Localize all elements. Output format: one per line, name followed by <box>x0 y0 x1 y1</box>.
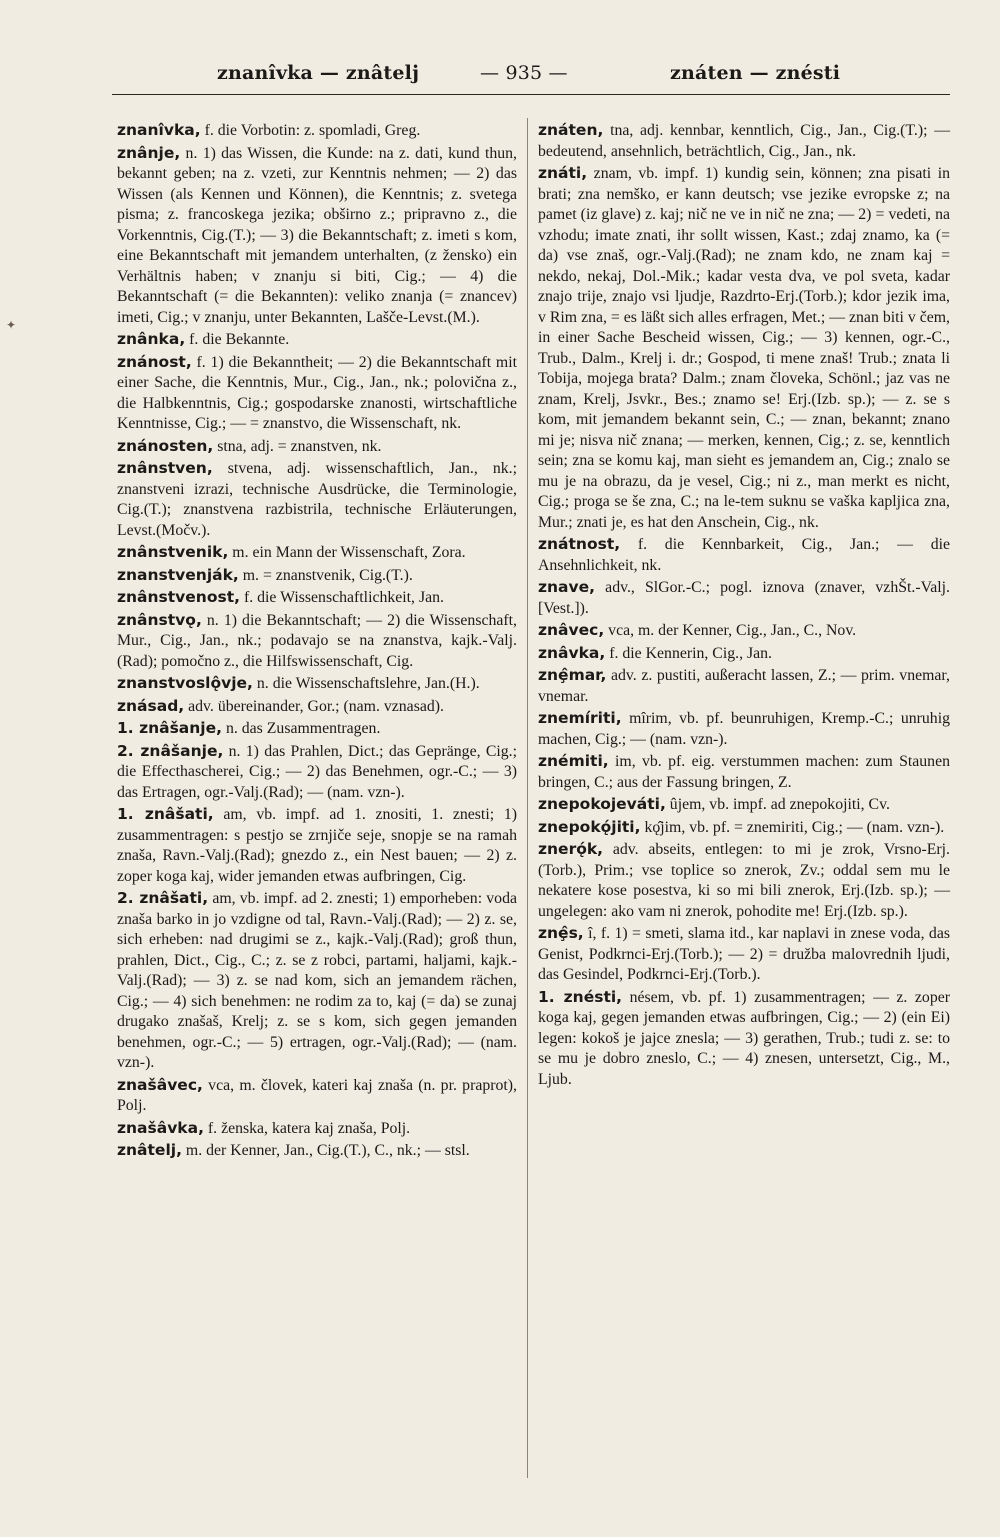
dictionary-entry <box>117 804 517 887</box>
entry-definition: adv. z. pustiti, außeracht lassen, Z.; — prim. vnemar, vnemar. <box>538 667 950 705</box>
entry-headword: 2. znâšanje, <box>117 741 224 760</box>
entry-headword: znašâvka, <box>117 1118 204 1137</box>
dictionary-entry <box>117 741 517 804</box>
entry-headword: znátnost, <box>538 535 621 553</box>
entry-definition: n. die Wissenschaftslehre, Jan.(H.). <box>252 675 480 692</box>
entry-definition: tna, adj. kennbar, kenntlich, Cig., Jan., Cig.(T.); — bedeutend, ansehnlich, beträchtlich, Cig., Jan., nk. <box>538 122 950 160</box>
dictionary-entry <box>538 534 950 576</box>
entry-headword: znerǫ́k, <box>538 840 604 858</box>
entry-headword: 1. znésti, <box>538 987 623 1006</box>
entry-definition: f. die Wissenschaftlichkeit, Jan. <box>240 589 444 606</box>
entry-headword: znȩ̂mar, <box>538 666 607 684</box>
entry-definition: î, f. 1) = smeti, slama itd., kar naplavi in znese voda, das Genist, Podkrnci-Erj.(Torb.); — 2) = družba malovrednih ljudi, das Gesindel, Podkrnci-Erj.(Torb.). <box>538 925 950 983</box>
dictionary-entry <box>117 696 517 718</box>
dictionary-entry <box>117 673 517 695</box>
dictionary-entry <box>117 610 517 673</box>
entry-headword: znánosten, <box>117 436 214 455</box>
margin-mark: ✦ <box>6 318 17 332</box>
entry-definition: adv. übereinander, Gor.; (nam. vznasad). <box>184 697 444 715</box>
entry-headword: znanstvoslǫ̂vje, <box>117 674 253 692</box>
dictionary-entry <box>538 751 950 793</box>
right-column <box>538 120 950 1091</box>
entry-definition: vca, m. der Kenner, Cig., Jan., C., Nov. <box>604 622 857 639</box>
dictionary-entry <box>117 120 517 142</box>
left-column <box>117 120 517 1163</box>
dictionary-entry <box>538 817 950 839</box>
dictionary-entry <box>538 923 950 986</box>
dictionary-entry <box>117 1140 517 1162</box>
column-divider <box>527 118 528 1478</box>
dictionary-entry <box>538 839 950 922</box>
page-number: — 935 — <box>480 62 568 84</box>
entry-definition: vca, m. človek, kateri kaj znaša (n. pr. praprot), Polj. <box>117 1076 517 1114</box>
entry-definition: im, vb. pf. eig. verstummen machen: zum Staunen bringen, C.; aus der Fassung bringen, Z. <box>538 753 950 791</box>
dictionary-entry <box>117 352 517 435</box>
dictionary-entry <box>117 436 517 458</box>
dictionary-entry <box>538 794 950 816</box>
entry-definition: f. ženska, katera kaj znaša, Polj. <box>203 1119 411 1137</box>
entry-definition: m. = znanstvenik, Cig.(T.). <box>238 566 413 584</box>
entry-definition: m. der Kenner, Jan., Cig.(T.), C., nk.; — stsl. <box>181 1142 470 1159</box>
entry-definition: stvena, adj. wissenschaftlich, Jan., nk.; znanstveni izrazi, technische Ausdrücke, die Terminologie, Cig.(T.); znanstvena razbistrila, technische Erläuterungen, Levst.(Močv.). <box>117 460 517 539</box>
entry-headword: znemíriti, <box>538 709 622 727</box>
dictionary-entry <box>538 708 950 750</box>
entry-definition: f. die Kennbarkeit, Cig., Jan.; — die Ansehnlichkeit, nk. <box>538 536 950 574</box>
entry-headword: znáten, <box>538 121 604 139</box>
entry-headword: znȩ̂s, <box>538 924 584 942</box>
dictionary-entry <box>117 329 517 351</box>
dictionary-entry <box>117 888 517 1074</box>
entry-headword: znânka, <box>117 330 186 348</box>
entry-headword: znašâvec, <box>117 1075 203 1094</box>
entry-headword: znânstvǫ, <box>117 610 202 629</box>
entry-headword: znâtelj, <box>117 1141 182 1159</box>
entry-definition: n. das Zusammentragen. <box>222 720 381 737</box>
entry-definition: n. 1) das Prahlen, Dict.; das Gepränge, Cig.; die Effecthascherei, Cig.; — 2) das Benehmen, ogr.-C.; — 3) das Ertragen, ogr.-Valj.(Rad); — (nam. vzn-). <box>117 742 517 801</box>
dictionary-entry <box>117 542 517 564</box>
entry-definition: am, vb. impf. ad 2. znesti; 1) emporheben: voda znaša barko in jo vzdigne od tal, Ravn.-Valj.(Rad); — 2) z. se, sich erheben: nad drugimi se z., kajk.-Valj.(Rad); groß thun, prahlen, Dict., Cig., C.; z. se z robci, partami, haljami, kajk.-Valj.(Rad); — 3) z. se nad kom, sich an jemandem rächen, Cig.; — 4) sich benehmen: ne rodim za to, kaj (= da) se zunaj drugako znašaš, Krelj; z. se s kom, sich gegen jemanden benehmen, ogr.-C.; — 5) ertragen, ogr.-Valj.(Rad); — (nam. vzn-). <box>117 890 517 1071</box>
entry-definition: adv., SlGor.-C.; pogl. iznova (znaver, vzhŠt.-Valj.[Vest.]). <box>538 579 950 617</box>
entry-headword: znémiti, <box>538 752 609 770</box>
page-header <box>112 60 950 95</box>
entry-definition: n. 1) das Wissen, die Kunde: na z. dati, kund thun, bekannt geben; na z. vzeti, zur Kenntnis nehmen; — 2) das Wissen (als Kennen und Können), die Kenntnis; z. svetega pisma; z. francoskega jezika; obširno z.; pripravno z., die Vorkenntnis, Cig.(T.); — 3) die Bekanntschaft; z. imeti s kom, eine Bekanntschaft mit jemandem unterhalten, (z žensko) ein Verhältnis haben; v znanju si biti, Cig.; — 4) die Bekanntschaft (= die Bekannten): veliko znanja (= znancev) imeti, Cig.; v znanju, unter Bekannten, Lašče-Levst.(M.). <box>117 144 517 326</box>
entry-definition: f. die Bekannte. <box>185 331 290 348</box>
entry-definition: f. 1) die Bekanntheit; — 2) die Bekanntschaft mit einer Sache, die Kenntnis, Mur., Cig., Jan., nk.; polovična z., die Halbkenntnis, Cig.; gospodarske znanosti, wirtschaftliche Kenntnisse, Cig.; — = znanstvo, die Wissenschaft, nk. <box>117 353 517 432</box>
header-right-guideword: znáten — znésti <box>670 62 841 84</box>
dictionary-entry <box>538 665 950 707</box>
dictionary-entry <box>117 565 517 587</box>
dictionary-entry <box>117 587 517 609</box>
dictionary-entry <box>117 1118 517 1140</box>
header-left-guideword: znanîvka — znâtelj <box>217 62 420 84</box>
dictionary-entry <box>538 163 950 533</box>
entry-headword: znânje, <box>117 143 181 162</box>
entry-headword: znepokǫ́jiti, <box>538 817 641 836</box>
entry-definition: n. 1) die Bekanntschaft; — 2) die Wissenschaft, Mur., Cig., Jan., nk.; podavajo se na znanstva, kajk.-Valj.(Rad); pomočno z., die Hilfswissenschaft, Cig. <box>117 611 517 670</box>
entry-headword: znánost, <box>117 352 192 371</box>
entry-headword: znanstvenják, <box>117 565 239 584</box>
dictionary-entry <box>117 1075 517 1117</box>
dictionary-entry <box>117 143 517 329</box>
entry-definition: znam, vb. impf. 1) kundig sein, können; zna pisati in brati; zna nemško, er kann deutsch; vse jezike evropske z; na pamet (iz glave) z. kaj; nič ne ve in nič ne zna; — 2) = vedeti, na vzhodu; imate znati, ihr sollt wissen, Kast.; zdaj znamo, ka (= da) vse znaš, ogr.-Valj.(Rad); ne znam kdo, ne znam kaj = nekdo, nekaj, Dol.-Mik.; kadar vesta dva, ve pol sveta, kadar znajo trije, znajo vsi ljudje, Razdrto-Erj.(Torb.); kdor jezik ima, v Rim zna, = es läßt sich alles erfragen, Met.; — znan biti v čem, in einer Sache Bescheid wissen, Cig.; — 3) kennen, ogr.-C., Trub., Dalm., Krelj i. dr.; Gospod, ti mene znaš! Trub.; znata li Tobija, mojega brata? Dalm.; znam človeka, Schönl.; jaz vas ne znam, Krelj, Jsvkr., Bes.; znamo se! Erj.(Izb. sp.); — z. se s kom, mit jemandem bekannt sein, C.; — znan, bekannt; znano mi je; nisva nič znana; — merken, kennen, Cig.; z. se, kenntlich sein; zna se komu kaj, man sieht es jemandem an, Cig.; znalo se mu je na obrazu, da je vesel, Cig.; ni z., man merkt es nicht, Cig.; proga se še zna, C.; na le-tem suknu se vaška kapljica zna, Mur.; znati je, es hat den Anschein, Cig., nk. <box>538 165 950 531</box>
entry-headword: znave, <box>538 578 596 596</box>
dictionary-entry <box>117 718 517 740</box>
entry-headword: znepokojeváti, <box>538 795 666 813</box>
entry-definition: am, vb. impf. ad 1. znositi, 1. znesti; 1) zusammentragen: s pestjo se zrnjiče seje, snopje se na ramah znaša, Ravn.-Valj.(Rad); gnezdo z., ein Nest bauen; — 2) z. zoper koga kaj, wider jemanden etwas aufbringen, Cig. <box>117 806 517 885</box>
dictionary-entry <box>538 577 950 619</box>
entry-headword: znânstvenost, <box>117 588 241 606</box>
entry-headword: znâvec, <box>538 621 605 639</box>
entry-headword: znânstven, <box>117 459 213 477</box>
entry-definition: adv. abseits, entlegen: to mi je zrok, Vrsno-Erj.(Torb.), Prim.; vse toplice so znerok, Zv.; oddal sem mu le nekatere kose posestva, ki so mi bili znerok, Erj.(Izb. sp.); — ungelegen: ako vam ni znerok, pohodite me! Erj.(Izb. sp.). <box>538 841 950 920</box>
entry-definition: kǫ̂jim, vb. pf. = znemiriti, Cig.; — (nam. vzn-). <box>640 818 945 836</box>
dictionary-entry <box>538 987 950 1091</box>
entry-definition: m. ein Mann der Wissenschaft, Zora. <box>228 544 466 561</box>
entry-definition: ûjem, vb. impf. ad znepokojiti, Cv. <box>665 796 890 813</box>
entry-definition: f. die Kennerin, Cig., Jan. <box>605 644 772 662</box>
dictionary-entry <box>538 620 950 642</box>
entry-definition: stna, adj. = znanstven, nk. <box>213 437 382 455</box>
entry-headword: znânstvenik, <box>117 543 229 561</box>
entry-definition: mîrim, vb. pf. beunruhigen, Kremp.-C.; unruhig machen, Cig.; — (nam. vzn-). <box>538 710 950 748</box>
entry-headword: 1. znâšati, <box>117 805 214 823</box>
entry-headword: znásad, <box>117 696 185 715</box>
entry-definition: nésem, vb. pf. 1) zusammentragen; — z. zoper koga kaj, gegen jemanden etwas aufbringen, Cig.; — 2) (ein Ei) legen: kokoš je jajce znesla; — 3) gerathen, Trub.; tudi z. se: to se mu je dobro zneslo, C.; — 4) znesen, untersetzt, Cig., M., Ljub. <box>538 988 950 1088</box>
entry-headword: znâvka, <box>538 643 606 662</box>
entry-headword: 2. znâšati, <box>117 889 209 907</box>
entry-definition: f. die Vorbotin: z. spomladi, Greg. <box>200 122 421 139</box>
entry-headword: znanîvka, <box>117 121 201 139</box>
entry-headword: znáti, <box>538 164 588 182</box>
dictionary-entry <box>538 643 950 665</box>
dictionary-entry <box>117 458 517 541</box>
dictionary-entry <box>538 120 950 162</box>
entry-headword: 1. znâšanje, <box>117 719 223 737</box>
